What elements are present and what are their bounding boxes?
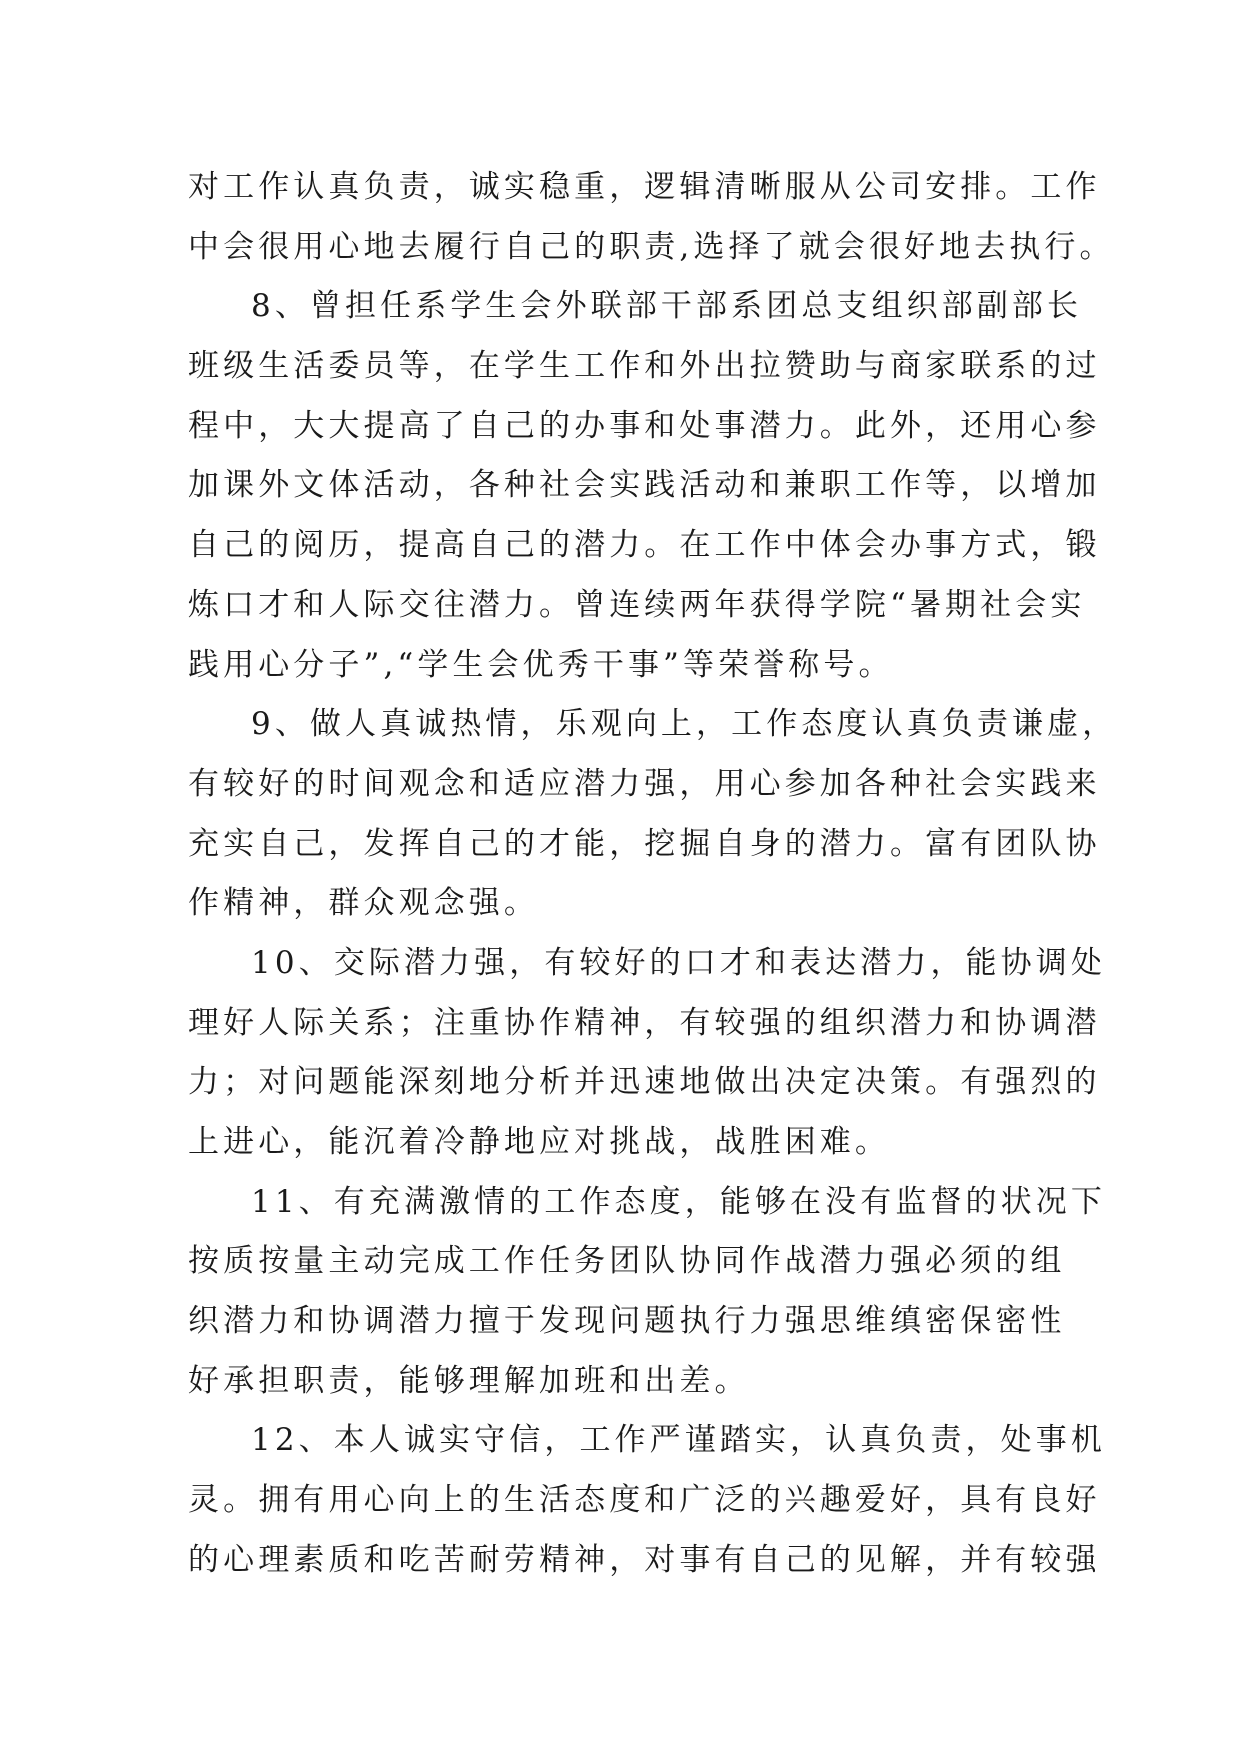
paragraph-12-first-line: 12、本人诚实守信，工作严谨踏实，认真负责，处事机 (251, 1422, 1106, 1459)
text-line: 对工作认真负责，诚实稳重，逻辑清晰服从公司安排。工作 (188, 169, 1101, 205)
text-line: 好承担职责，能够理解加班和出差。 (188, 1362, 750, 1399)
paragraph-10-first-line: 10、交际潜力强，有较好的口才和表达潜力，能协调处 (251, 944, 1106, 981)
text-line: 自己的阅历，提高自己的潜力。在工作中体会办事方式，锻 (188, 527, 1101, 564)
text-line: 践用心分子”,“学生会优秀干事”等荣誉称号。 (188, 646, 894, 683)
paragraph-9-first-line: 9、做人真诚热情，乐观向上，工作态度认真负责谦虚， (251, 706, 1118, 743)
text-line: 织潜力和协调潜力擅于发现问题执行力强思维缜密保密性 (188, 1303, 1066, 1340)
text-line: 加课外文体活动，各种社会实践活动和兼职工作等，以增加 (188, 467, 1101, 504)
paragraph-11-first-line: 11、有充满激情的工作态度，能够在没有监督的状况下 (251, 1183, 1106, 1220)
text-line: 按质按量主动完成工作任务团队协同作战潜力强必须的组 (188, 1243, 1066, 1280)
text-line: 中会很用心地去履行自己的职责,选择了就会很好地去执行。 (188, 228, 1115, 265)
text-line: 理好人际关系；注重协作精神，有较强的组织潜力和协调潜 (188, 1004, 1101, 1041)
text-line: 上进心，能沉着冷静地应对挑战，战胜困难。 (188, 1124, 890, 1160)
text-line: 程中，大大提高了自己的办事和处事潜力。此外，还用心参 (188, 407, 1101, 444)
text-line: 作精神，群众观念强。 (188, 885, 539, 922)
text-line: 力；对问题能深刻地分析并迅速地做出决定决策。有强烈的 (188, 1064, 1101, 1101)
text-line: 灵。拥有用心向上的生活态度和广泛的兴趣爱好，具有良好 (188, 1482, 1101, 1519)
text-line: 的心理素质和吃苦耐劳精神，对事有自己的见解，并有较强 (188, 1541, 1101, 1578)
text-line: 班级生活委员等，在学生工作和外出拉赞助与商家联系的过 (188, 348, 1101, 385)
text-line: 充实自己，发挥自己的才能，挖掘自身的潜力。富有团队协 (188, 825, 1101, 862)
text-line: 有较好的时间观念和适应潜力强，用心参加各种社会实践来 (188, 765, 1101, 802)
text-line: 炼口才和人际交往潜力。曾连续两年获得学院“暑期社会实 (188, 586, 1086, 623)
document-body (188, 158, 1118, 1591)
paragraph-8-first-line: 8、曾担任系学生会外联部干部系团总支组织部副部长 (251, 288, 1083, 325)
